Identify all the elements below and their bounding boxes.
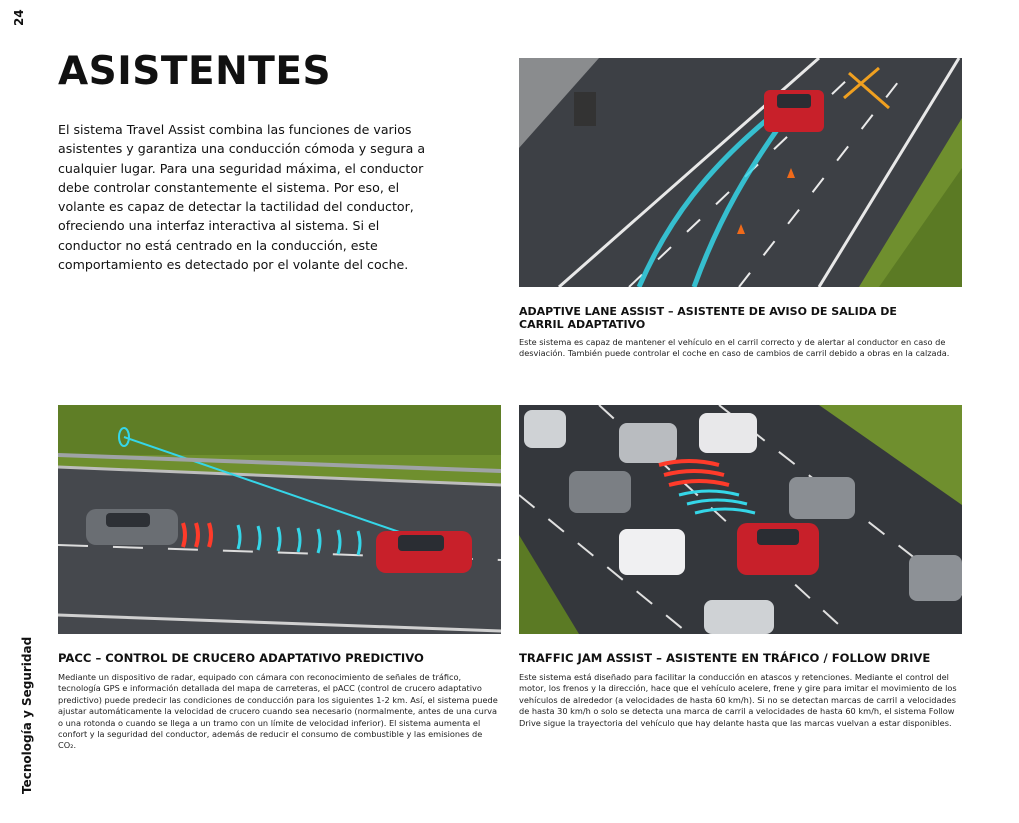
section-side-label: Tecnología y Seguridad — [20, 636, 34, 794]
traffic-jam-body: Este sistema está diseñado para facilitar la conducción en atascos y retenciones. Mediante el control del motor, los frenos y la dirección, hace que el vehículo acelere, frene y gire para imitar el movimiento de los vehículos de alrededor (a velocidades de hasta 60 km/h). Si no se detectan marcas de carril a velocidades de hasta 30 km/h o solo se detecta una marca de carril a velocidades de hasta 60 km/h, el sistema Follow Drive sigue la trayectoria del vehículo que hay delante hasta que las marcas vuelvan a estar disponibles. — [519, 672, 957, 728]
lane-assist-title: ADAPTIVE LANE ASSIST – ASISTENTE DE AVISO DE SALIDA DE CARRIL ADAPTATIVO — [519, 305, 897, 331]
lane-assist-body: Este sistema es capaz de mantener el vehículo en el carril correcto y de alertar al conductor en caso de desviación. También puede controlar el coche en caso de cambios de carril debido a obras en la calzada. — [519, 337, 950, 359]
page-title: ASISTENTES — [58, 49, 332, 94]
pacc-photo — [58, 405, 501, 634]
traffic-jam-title: TRAFFIC JAM ASSIST – ASISTENTE EN TRÁFICO / FOLLOW DRIVE — [519, 651, 931, 665]
pacc-body: Mediante un dispositivo de radar, equipado con cámara con reconocimiento de señales de tráfico, tecnología GPS e información detallada del mapa de carreteras, el pACC (control de crucero adaptativo predictivo) puede predecir las condiciones de conducción para los siguientes 1-2 km. Así, el sistema puede ajustar automáticamente la velocidad de crucero cuando sea necesario (normalmente, antes de una curva o una rotonda o cuando se llega a un tramo con un límite de velocidad inferior). El sistema aumenta el confort y la seguridad del conductor, además de reducir el consumo de combustible y las emisiones de CO₂. — [58, 672, 498, 751]
lane-assist-photo — [519, 58, 962, 287]
page-number: 24 — [12, 9, 26, 26]
traffic-jam-photo — [519, 405, 962, 634]
intro-paragraph: El sistema Travel Assist combina las funciones de varios asistentes y garantiza una conducción cómoda y segura a cualquier lugar. Para una seguridad máxima, el conductor debe controlar constantemente el sistema. Por eso, el volante es capaz de detectar la tactilidad del conductor, ofreciendo una interfaz interactiva al sistema. Si el conductor no está centrado en la conducción, este comportamiento es detectado por el volante del coche. — [58, 122, 426, 273]
pacc-title: PACC – CONTROL DE CRUCERO ADAPTATIVO PREDICTIVO — [58, 651, 424, 665]
